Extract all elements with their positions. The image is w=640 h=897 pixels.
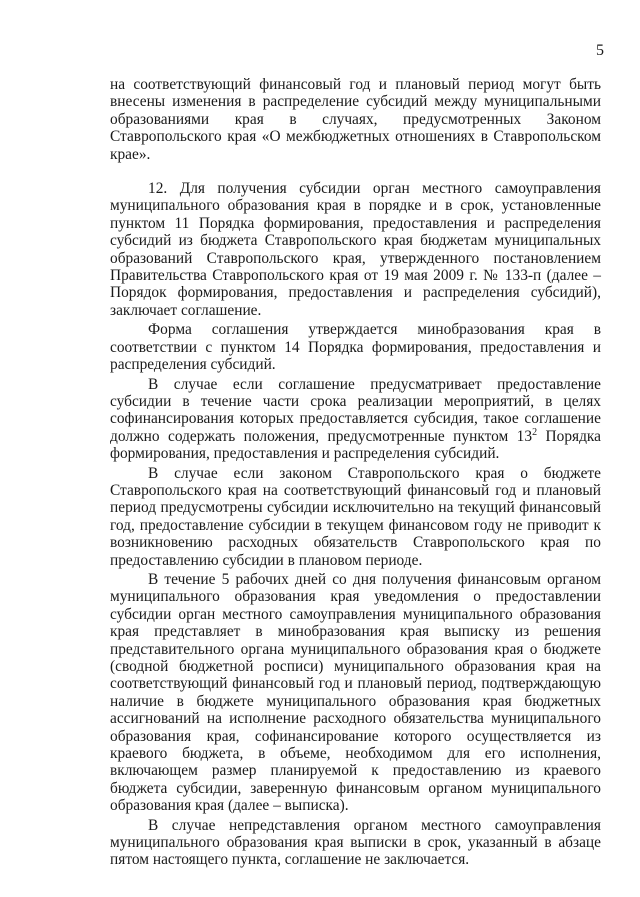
paragraph-partial-term-tail: Порядка формирования, предоставления и распределения субсидий. (110, 427, 601, 463)
paragraph-five-days: В течение 5 рабочих дней со дня получения финансовым органом муниципального образования края уведомления о предоставлении субсидии орган местного самоуправления муниципального образования края представляет в минобразования края выписку из решения представительного органа муниципального образования края о бюджете (сводной бюджетной росписи) муниципального образования края на соответствующий финансовый год и плановый период, подтверждающую наличие в бюджете муниципального образования края бюджетных ассигнований на исполнение расходного обязательства муниципального образования края, софинансирование которого осуществляется из краевого бюджета, в объеме, необходимом для его исполнения, включающем размер планируемой к предоставлению из краевого бюджета субсидии, заверенную финансовым органом муниципального образования края (далее – выписка). (110, 570, 601, 815)
paragraph-partial-term (110, 376, 601, 463)
paragraph-no-extract: В случае непредставления органом местного самоуправления муниципального образования края выписки в срок, указанный в абзаце пятом настоящего пункта, соглашение не заключается. (110, 816, 601, 869)
paragraph-partial-term-text: В случае если соглашение предусматривает предоставление субсидии в течение части срока реализации мероприятий, в целях софинансирования которых предоставляется субсидия, такое соглашение должно содержать положения, предусмотренные пунктом 13 (110, 375, 601, 445)
paragraph-current-year: В случае если законом Ставропольского края о бюджете Ставропольского края на соответствующий финансовый год и плановый период предусмотрены субсидии исключительно на текущий финансовый год, предоставление субсидии в текущем финансовом году не приводит к возникновению расходных обязательств Ставропольского края по предоставлению субсидии в плановом периоде. (110, 464, 601, 569)
paragraph-continuation: на соответствующий финансовый год и плановый период могут быть внесены изменения в распределение субсидий между муниципальными образованиями края в случаях, предусмотренных Законом Ставропольского края «О межбюджетных отношениях в Ставропольском крае». (110, 76, 601, 163)
paragraph-item-12: 12. Для получения субсидии орган местного самоуправления муниципального образования края в порядке и в срок, установленные пунктом 11 Порядка формирования, предоставления и распределения субсидий из бюджета Ставропольского края бюджетам муниципальных образований Ставропольского края, утвержденного постановлением Правительства Ставропольского края от 19 мая 2009 г. № 133-п (далее – Порядок формирования, предоставления и распределения субсидий), заключает соглашение. (110, 180, 601, 319)
page-number: 5 (596, 42, 604, 59)
superscript-index: 2 (532, 426, 538, 438)
document-body (110, 76, 601, 869)
paragraph-agreement-form: Форма соглашения утверждается минобразования края в соответствии с пунктом 14 Порядка формирования, предоставления и распределения субсидий. (110, 321, 601, 374)
